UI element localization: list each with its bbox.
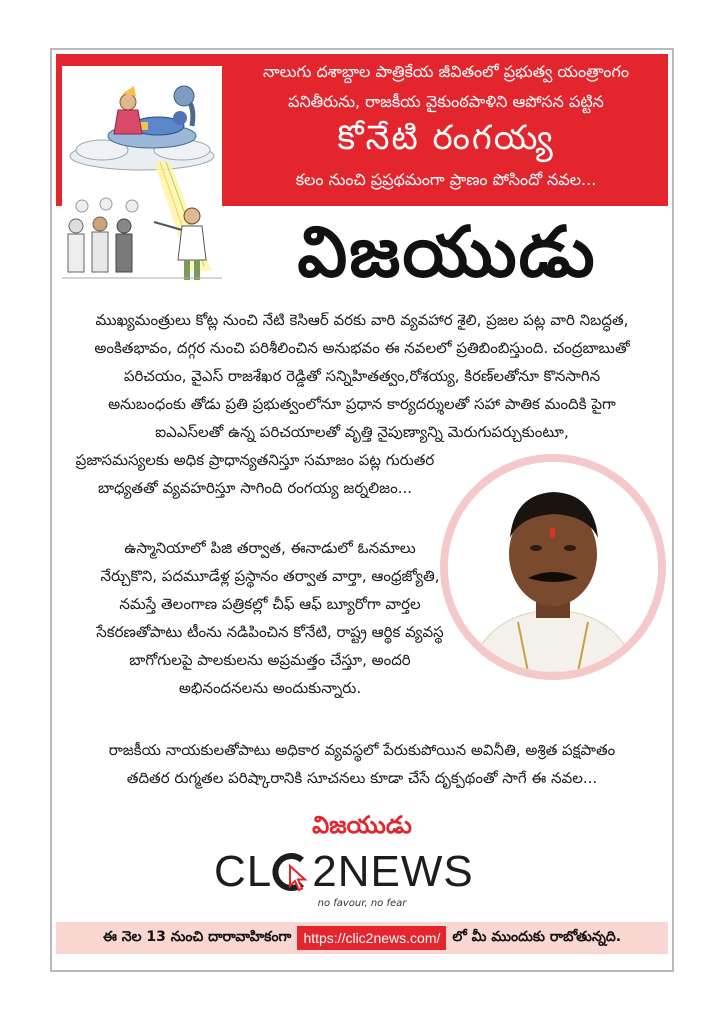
footer-band	[56, 922, 668, 954]
paragraph-1-continued	[60, 446, 450, 502]
paragraph-2-line: నేర్చుకొని, పదమూడేళ్ల ప్రస్థానం తర్వాత వార్తా, ఆంధ్రజ్యోతి,	[100, 567, 440, 585]
header-line-2: పనితీరును, రాజకీయ వైకుంఠపాళిని ఆపోసన పట్టిన	[288, 92, 604, 111]
paragraph-2	[70, 534, 470, 702]
clic2news-logo	[214, 846, 510, 898]
paragraph-1-line: అనుబంధంకు తోడు ప్రతి ప్రభుత్వంలోనూ ప్రధాన కార్యదర్శులతో సహా పాతిక మందికి పైగా	[108, 395, 616, 413]
paragraph-3-line: తదితర రుగ్మతల పరిష్కారానికి సూచనలు కూడా చేసే దృక్పథంతో సాగే ఈ నవల...	[126, 769, 598, 787]
paragraph-2-line: ఉస్మానియాలో పిజి తర్వాత, ఈనాడులో ఓనమాలు	[124, 539, 416, 557]
paragraph-1-line: ఐఎఎస్‌లతో ఉన్న పరిచయాలతో వృత్తి నైపుణ్యాన్ని మెరుగుపర్చుకుంటూ,	[155, 423, 569, 441]
paragraph-2-line: సేకరణతోపాటు టీంను నడిపించిన కోనేటి, రాష్ట్ర ఆర్థిక వ్యవస్థ	[96, 623, 444, 641]
paragraph-3	[60, 736, 664, 792]
footer-text-before: ఈ నెల 13 నుంచి దారావాహికంగా	[102, 928, 292, 945]
footer-text-after: లో మీ ముందుకు రాబోతున్నది.	[452, 928, 622, 945]
author-portrait	[448, 462, 658, 672]
logo-text-left: CL	[214, 847, 273, 896]
novel-title: విజయుడు	[297, 210, 597, 293]
author-name: కోనేటి రంగయ్య	[337, 118, 555, 158]
logo-text-right: 2NEWS	[312, 847, 474, 896]
logo-tagline: no favour, no fear	[317, 898, 407, 909]
header-line-4: కలం నుంచి ప్రప్రథమంగా ప్రాణం పోసిందో నవల...	[295, 170, 597, 189]
paragraph-2-line: అభినందనలను అందుకున్నారు.	[178, 679, 362, 697]
paragraph-1-line: అంకితభావం, దగ్గర నుంచి పరిశీలించిన అనుభవం ఈ నవలలో ప్రతిబింబిస్తుంది. చంద్రబాబుతో	[94, 339, 630, 357]
cartoon-illustration	[62, 66, 222, 288]
website-link[interactable]: https://clic2news.com/	[297, 926, 446, 950]
click-cursor-icon	[272, 850, 312, 894]
paragraph-1-line: పరిచయం, వైఎస్ రాజశేఖర రెడ్డితో సన్నిహితత్వం,రోశయ్య, కిరణ్‌లతోనూ కొనసాగిన	[123, 367, 601, 385]
paragraph-1-line: బాధ్యతతో వ్యవహరిస్తూ సాగింది రంగయ్య జర్నలిజం...	[97, 479, 413, 497]
paragraph-2-line: నమస్తే తెలంగాణ పత్రికల్లో చీఫ్ ఆఫ్ బ్యూరోగా వార్తల	[119, 595, 421, 613]
paragraph-1-line: ముఖ్యమంత్రులు కోట్ల నుంచి నేటి కెసిఆర్ వరకు వారి వ్యవహార శైలి, ప్రజల పట్ల వారి నిబద్ధత,	[95, 311, 629, 329]
paragraph-2-line: బాగోగులపై పాలకులను అప్రమత్తం చేస్తూ, అందరి	[129, 651, 411, 669]
paragraph-3-line: రాజకీయ నాయకులతోపాటు అధికార వ్యవస్థలో పేరుకుపోయిన అవినీతి, అశ్రిత పక్షపాతం	[108, 741, 616, 759]
paragraph-1-line: ప్రజాసమస్యలకు అధిక ప్రాధాన్యతనిస్తూ సమాజం పట్ల గురుతర	[75, 451, 435, 469]
novel-subtitle: విజయుడు	[312, 810, 412, 839]
paragraph-1	[60, 306, 664, 446]
header-line-1: నాలుగు దశాబ్దాల పాత్రికేయ జీవితంలో ప్రభుత్వ యంత్రాంగం	[263, 62, 629, 81]
